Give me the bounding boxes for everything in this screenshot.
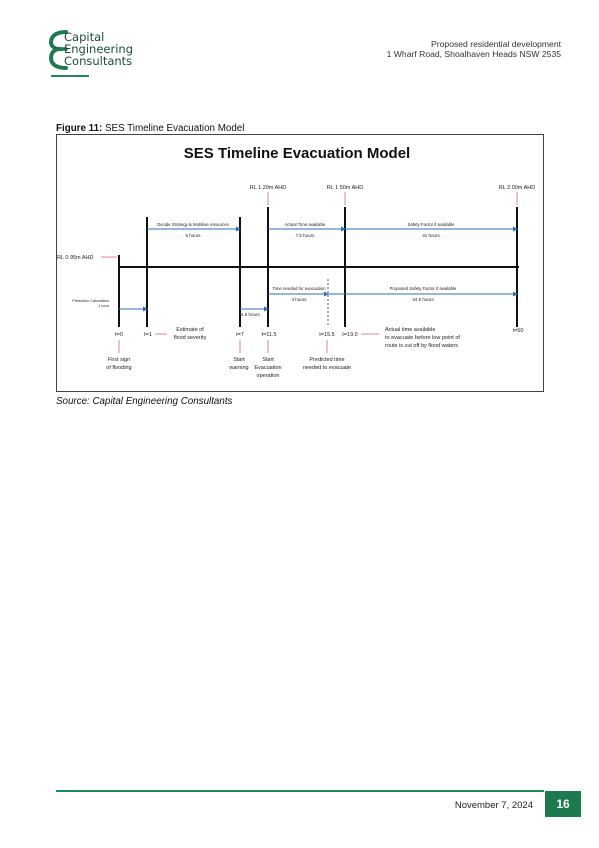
start-warning-note-1: Start <box>233 357 245 363</box>
tick-t0: t=0 <box>115 332 123 338</box>
actual-value: 7.5 hours <box>295 233 315 238</box>
tick-t7: t=7 <box>236 332 244 338</box>
start-evac-note-1: Start <box>262 357 274 363</box>
decide-label: Decide Strategy & Mobilise resources <box>157 222 229 227</box>
prediction-label: Prediction Calculation <box>72 299 109 303</box>
safety-label: Safety Factor if available <box>407 222 455 227</box>
needed-label: Time needed for evacuation <box>272 286 326 291</box>
rl-150-label: RL 1.50m AHD <box>326 185 364 191</box>
prediction-value: 1 hour <box>98 304 109 308</box>
logo-line-3: Consultants <box>64 54 133 68</box>
figure-caption <box>56 123 244 134</box>
figure-source: Source: Capital Engineering Consultants <box>56 396 233 407</box>
proposed-label: Proposed Safety Factor if available <box>389 286 457 291</box>
figure-label: Figure 11: <box>56 123 103 134</box>
first-sign-note-2: of flooding <box>106 365 132 371</box>
proposed-value: 34.5 hours <box>412 297 434 302</box>
footer-date: November 7, 2024 <box>454 800 533 811</box>
logo-wordmark <box>64 31 133 67</box>
rl-095-label: RL 0.95m AHD <box>57 255 94 261</box>
figure-caption-text: SES Timeline Evacuation Model <box>102 123 245 134</box>
header-rule <box>51 75 89 77</box>
first-sign-note-1: First sign <box>107 357 131 363</box>
footer-rule <box>56 790 544 792</box>
estimate-note-2: flood severity <box>173 335 207 341</box>
tick-t155: t=15.5 <box>319 332 335 338</box>
estimate-note-1: Estimate of <box>176 327 204 333</box>
timeline-diagram <box>56 134 544 392</box>
start-warning-note-2: warning <box>229 365 249 371</box>
predicted-note-1: Predicted time <box>309 357 345 363</box>
safety-value: 31 hours <box>422 233 440 238</box>
project-header <box>387 39 561 59</box>
start-evac-note-3: operation <box>256 373 280 379</box>
warning-value: 4.5 hours <box>241 312 260 317</box>
tick-t115: t=11.5 <box>261 332 277 338</box>
page-number: 16 <box>545 791 581 817</box>
logo-line-1: Capital <box>64 30 105 44</box>
needed-value: 4 hours <box>291 297 307 302</box>
predicted-note-2: needed to evacuate <box>302 365 352 371</box>
rl-200-label: RL 2.00m AHD <box>498 185 536 191</box>
actual-time-note-1: Actual time available <box>385 327 436 333</box>
diagram-title: SES Timeline Evacuation Model <box>183 145 411 162</box>
rl-120-label: RL 1.20m AHD <box>249 185 287 191</box>
start-evac-note-2: Evacuation <box>254 365 282 371</box>
project-title: Proposed residential development <box>431 39 561 49</box>
logo-line-2: Engineering <box>64 42 133 56</box>
tick-t50: t=50 <box>512 328 524 334</box>
tick-t190: t=19.0 <box>342 332 358 338</box>
actual-time-note-2: to evacuate before low point of <box>385 335 460 341</box>
actual-time-note-3: route is cut off by flood waters <box>385 343 458 349</box>
tick-t1: t=1 <box>144 332 152 338</box>
actual-label: Actual Time available <box>284 222 326 227</box>
project-address: 1 Wharf Road, Shoalhaven Heads NSW 2535 <box>386 49 561 59</box>
decide-value: 6 hours <box>185 233 201 238</box>
timeline-svg <box>57 135 545 393</box>
